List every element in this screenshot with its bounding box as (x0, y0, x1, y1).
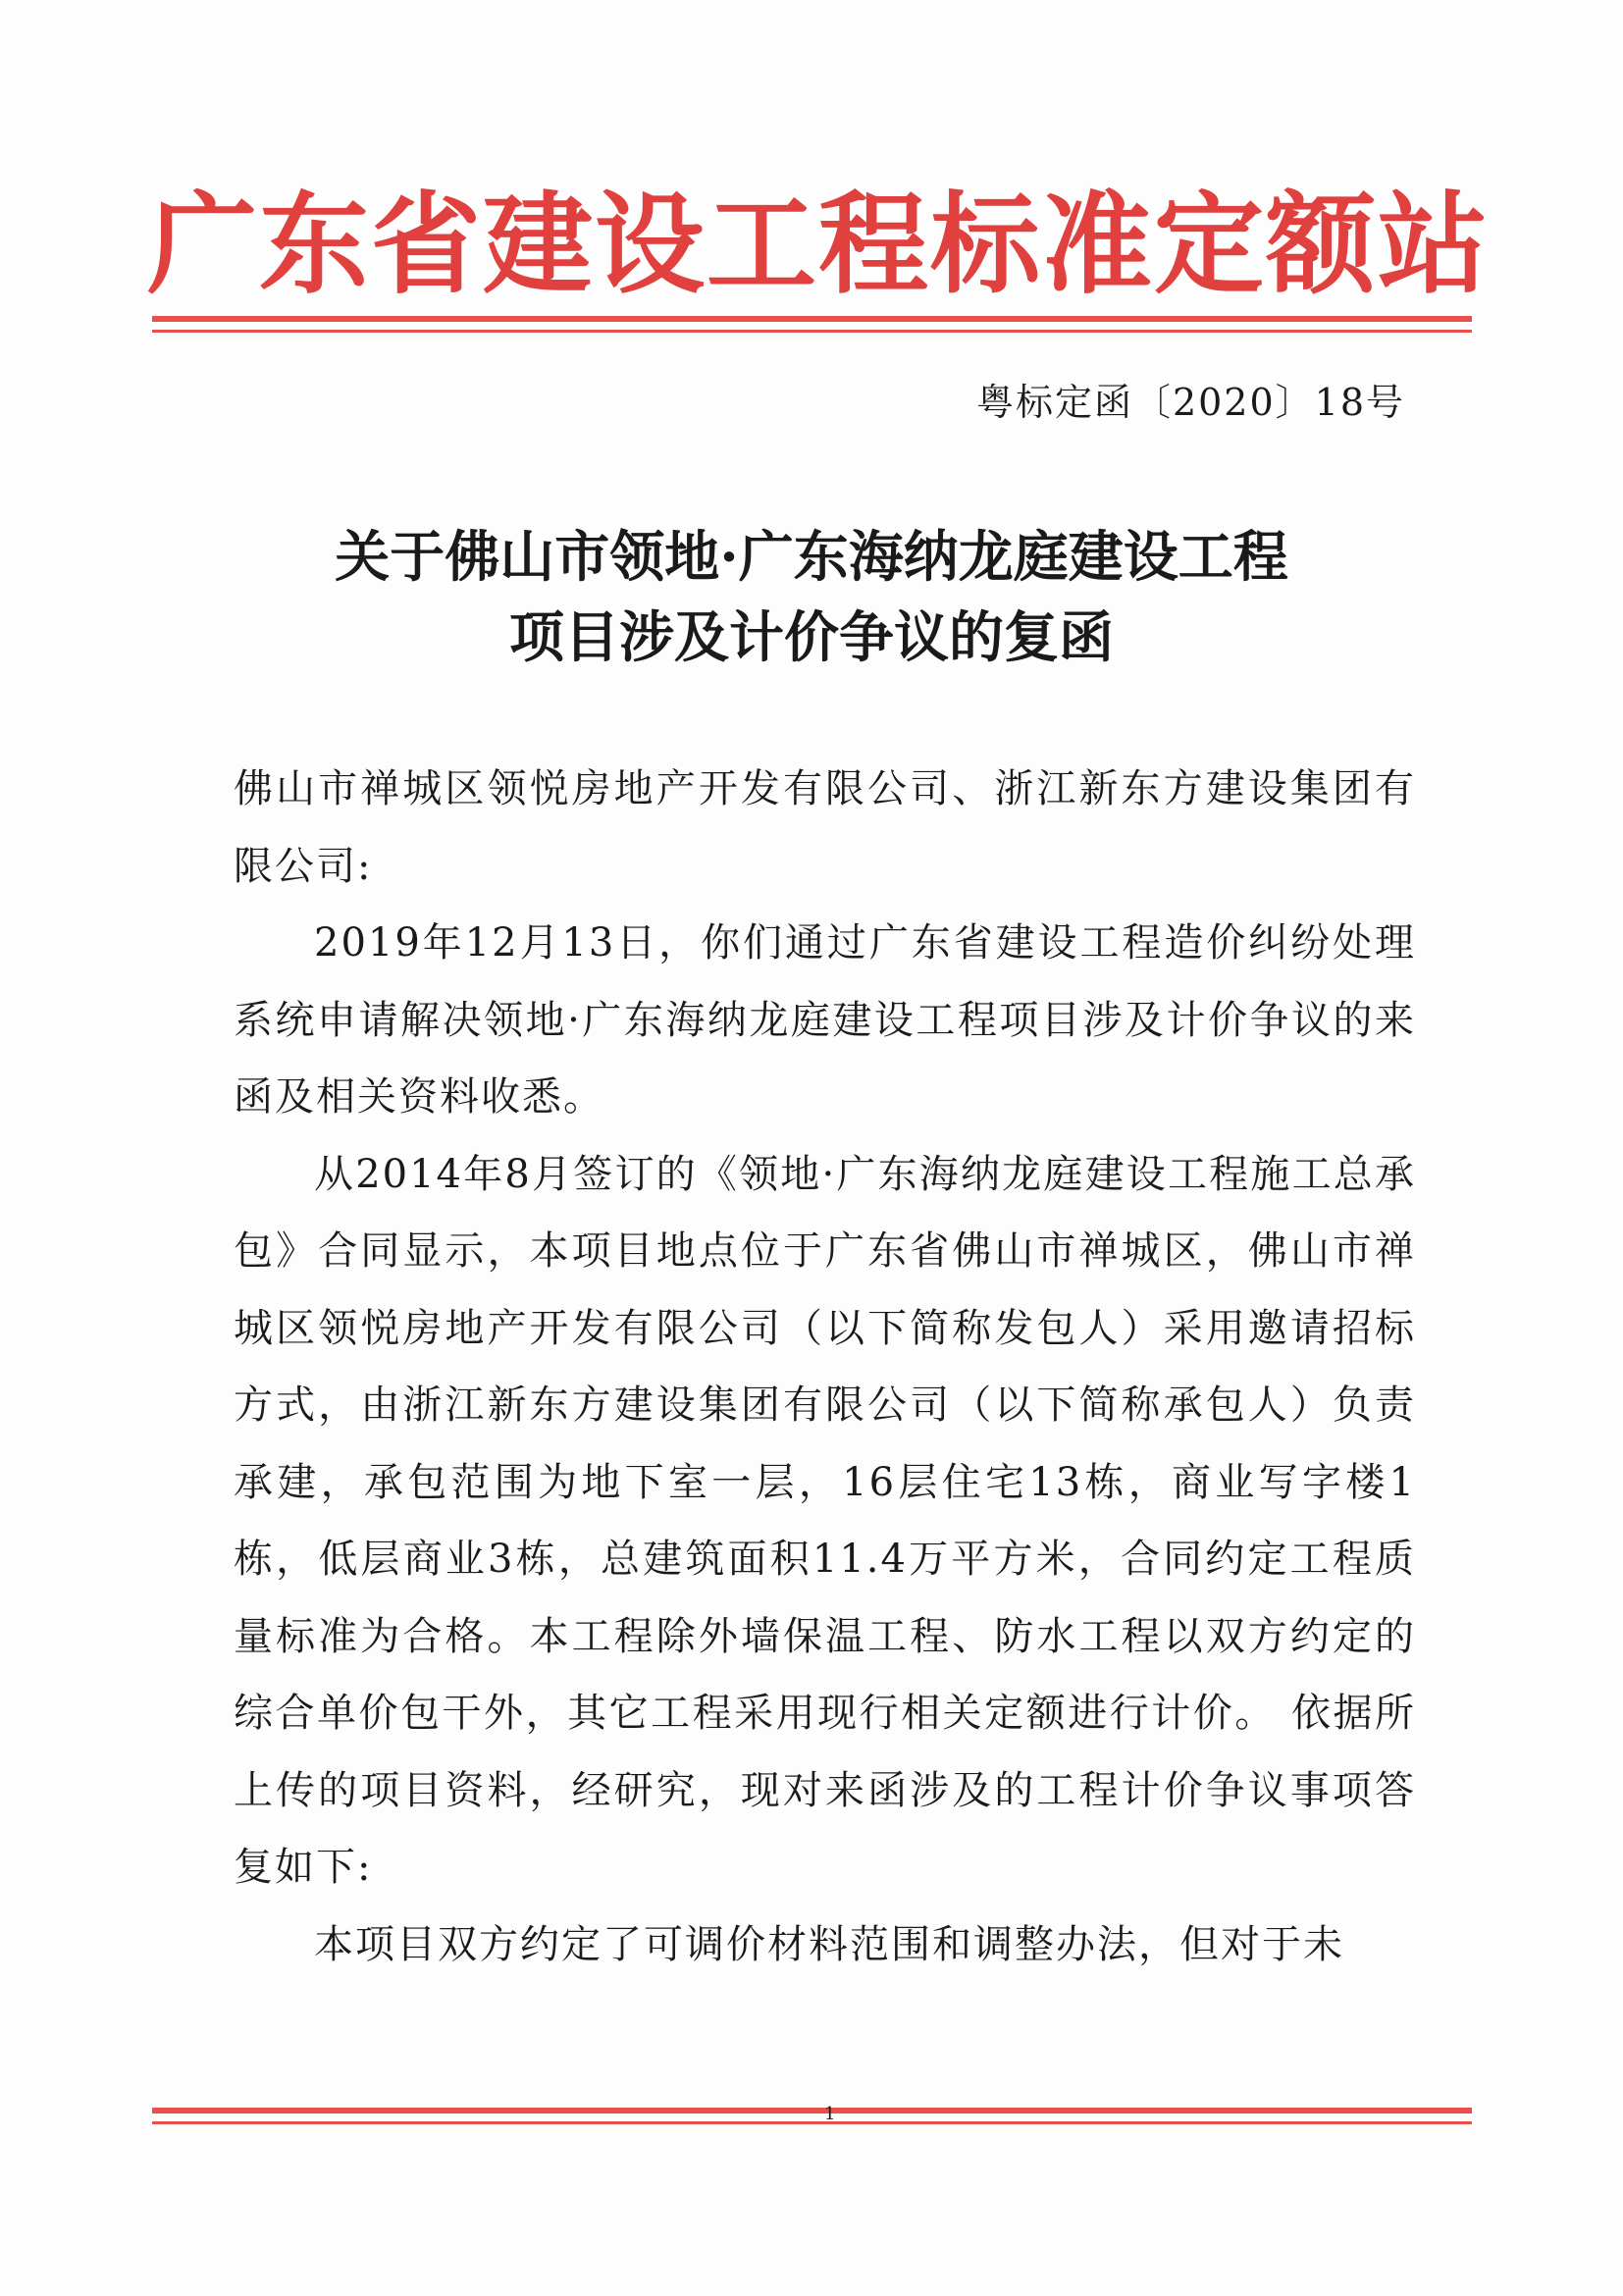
footer-rule-thick (152, 2108, 1472, 2113)
paragraph-3: 本项目双方约定了可调价材料范围和调整办法，但对于未 (314, 1921, 1344, 1967)
page-number: 1 (824, 2104, 836, 2124)
footer-rule-thin (152, 2121, 1472, 2124)
document-number: 粤标定函〔2020〕18号 (975, 381, 1405, 424)
letterhead-rule-thin (152, 330, 1472, 333)
document-title-line-2: 项目涉及计价争议的复函 (509, 605, 1114, 670)
letterhead-org-name: 广东省建设工程标准定额站 (147, 182, 1490, 309)
paragraph-2: 从2014年8月签订的《领地·广东海纳龙庭建设工程施工总承包》合同显示，本项目地点位于广东省佛山市禅城区，佛山市禅城区领悦房地产开发有限公司（以下简称发包人）采用邀请招标方式，由浙江新东方建设集团有限公司（以下简称承包人）负责承建，承包范围为地下室一层，16层住宅13栋，商业写字楼1栋，低层商业3栋，总建筑面积11.4万平方米，合同约定工程质量标准为合格。本工程除外墙保温工程、防水工程以双方约定的综合单价包干外，其它工程采用现行相关定额进行计价。 依据所上传的项目资料，经研究，现对来函涉及的工程计价争议事项答复如下: (234, 1151, 1416, 1890)
document-body (234, 751, 1416, 1983)
paragraph-1: 2019年12月13日，你们通过广东省建设工程造价纠纷处理系统申请解决领地·广东海纳龙庭建设工程项目涉及计价争议的来函及相关资料收悉。 (234, 920, 1416, 1120)
document-title-line-1: 关于佛山市领地·广东海纳龙庭建设工程 (335, 525, 1288, 590)
letterhead-rule-thick (152, 316, 1472, 322)
salutation: 佛山市禅城区领悦房地产开发有限公司、浙江新东方建设集团有限公司: (234, 766, 1416, 889)
